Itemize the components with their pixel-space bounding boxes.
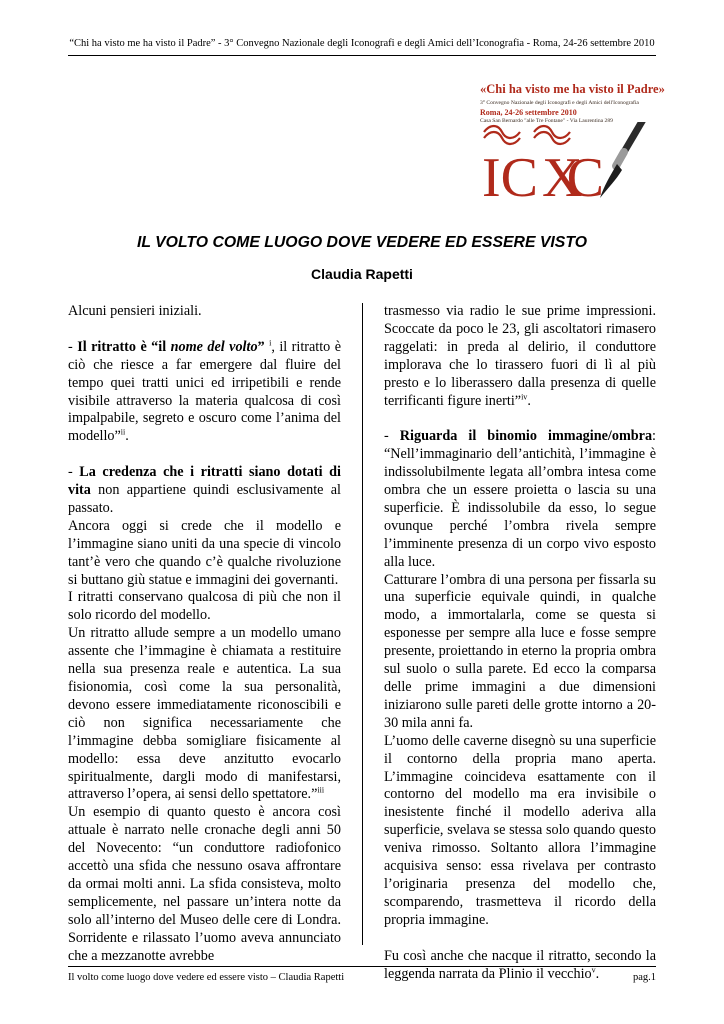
left-column — [68, 303, 341, 966]
paragraph: Ancora oggi si crede che il modello e l’immagine siano uniti da una specie di vincolo tant’è vero che quando c’è qualche rivoluzione si buttano giù statue e immagini dei governanti. — [68, 517, 341, 588]
author-name: Claudia Rapetti — [311, 266, 413, 282]
paragraph: Catturare l’ombra di una persona per fissarla su una superficie equivale quindi, in qualche modo, a immortalarla, come se questa si esponesse per sempre alla luce e fosse sempre presente, proiettando in eterno la propria ombra sul suolo o sulla parete. Ed ecco la comparsa delle prime immagini a due dimensioni iniziarono sulle pareti delle grotte intorno a 20-30 mila anni fa. — [384, 571, 656, 731]
logo-venue: Casa San Bernardo "alle Tre Fontane" - Via Laurentina 289 — [480, 118, 613, 124]
footnote-ref[interactable]: ii — [120, 427, 126, 437]
footnote-ref[interactable]: v — [591, 964, 596, 974]
paragraph — [68, 625, 341, 804]
bold-quote: ” — [257, 338, 265, 355]
dash: - — [68, 338, 78, 355]
intro-line: Alcuni pensieri iniziali. — [68, 303, 202, 319]
paragraph: trasmesso via radio le sue prime impressioni. Scoccate da poco le 23, gli ascoltatori rimasero raggelati: in preda al delirio, il conduttore implorava che lo tirassero fuori di lì al più presto e lo liberassero dalla presenza di quelle terrificanti figure inerti”$^{iv}$. — [384, 303, 656, 409]
document-title: IL VOLTO COME LUOGO DOVE VEDERE ED ESSERE VISTO — [136, 234, 587, 251]
italic-phrase: nome del volto — [170, 338, 258, 355]
paragraph-text: , il ritratto è ciò che riesce a far emergere dal fluire del tempo quei tratti unici ed irripetibili e rende visibile attraverso la materia qualcosa di così impalpabile, segreto e oscuro come l’anima del modello” — [68, 338, 342, 445]
paragraph: Un esempio di quanto questo è ancora così attuale è narrato nelle cronache degli anni 50 del Novecento: “un conduttore radiofonico accettò una sfida che nessuno osava affrontare da ormai molti anni. La sfida consisteva, molto semplicemente, nel passare un’intera notte da solo all’interno del Museo delle cere di Londra. Sorridente e rilassato l’uomo aveva annunciato che a mezzanotte avrebbe — [68, 804, 341, 964]
conference-logo — [478, 82, 668, 200]
running-header: “Chi ha visto me ha visto il Padre” - 3° Convegno Nazionale degli Iconografi e degli Amici dell’Iconografia - Roma, 24-26 settembre 2010 — [68, 38, 656, 56]
footnote-ref[interactable]: iv — [521, 391, 528, 401]
column-divider — [362, 303, 363, 945]
ornament-swirls — [484, 126, 570, 144]
page-number: pag.1 — [632, 972, 656, 983]
paragraph-text: Fu così anche che nacque il ritratto, secondo la leggenda narrata da Plinio il vecchio — [384, 947, 656, 982]
logo-subtitle: 3° Convegno Nazionale degli Iconografi e degli Amici dell'Iconografia — [480, 100, 639, 106]
paragraph: Fu così anche che nacque il ritratto, secondo la leggenda narrata da Plinio il vecchio$^v$. — [384, 947, 656, 982]
footnote-ref[interactable]: iii — [317, 785, 325, 795]
paragraph-text: : “Nell’immaginario dell’antichità, l’immagine è indissolubilmente legata all’ombra intesa come ombra che un essere proietta o lascia su una superficie. È indissolubile da esso, lo segue ovunque perché l’ombra rivela sempre l’imminente presenza di un corpo vivo esposto alla luce. — [384, 428, 656, 570]
paragraph: I ritratti conservano qualcosa di più che non il solo ricordo del modello. — [68, 589, 341, 624]
page-footer — [68, 966, 656, 983]
bold-heading: La credenza che i ritratti siano dotati di vita — [68, 464, 341, 499]
footer-title: Il volto come luogo dove vedere ed essere visto – Claudia Rapetti — [68, 972, 345, 983]
paragraph-text: trasmesso via radio le sue prime impressioni. Scoccate da poco le 23, gli ascoltatori rimasero raggelati: in preda al delirio, il conduttore implorava che lo tirassero fuori di lì al più presto e lo liberassero dalla presenza di quelle terrificanti figure inerti” — [384, 303, 656, 409]
paragraph: - La credenza che i ritratti siano dotati di vita non appartiene quindi esclusivamente al passato. — [68, 464, 341, 516]
paragraph: - Il ritratto è “il nome del volto” $^i$, il ritratto è ciò che riesce a far emergere dal fluire del tempo quei tratti unici ed irripetibili e rende visibile attraverso la materia qualcosa di così impalpabile, segreto e oscuro come l’anima del modello”$^{ii}$. — [68, 338, 342, 445]
icxc-monogram — [478, 122, 668, 200]
monogram-ic: IC — [482, 147, 538, 200]
footnote-ref[interactable]: i — [269, 338, 272, 348]
bold-heading: Il ritratto è “il — [77, 338, 171, 355]
logo-date: Roma, 24-26 settembre 2010 — [480, 108, 577, 117]
paragraph: L’uomo delle caverne disegnò su una superficie il contorno della propria mano aperta. L’immagine coincideva esattamente con il contorno del modello ma era invisibile o inesistente finché il modello aderiva alla superficie, svelava se stessa solo quando questo veniva rimosso. Soltanto allora l’immagine acquisiva senso: essa rivelava per contrasto l’originaria presenza del modello che, scomparendo, trasmetteva il ricordo della propria immagine. — [384, 732, 656, 928]
bold-heading: Riguarda il binomio immagine/ombra — [399, 428, 653, 445]
brush-icon — [600, 122, 664, 198]
right-column — [384, 303, 656, 983]
paragraph-text: non appartiene quindi esclusivamente al passato. — [68, 482, 341, 516]
paragraph: - Riguarda il binomio immagine/ombra: “Nell’immaginario dell’antichità, l’immagine è indissolubilmente legata all’ombra intesa come ombra che un essere proietta o lascia su una superficie. È indissolubile da esso, lo segue ovunque perché l’ombra rivela sempre l’imminente presenza di un corpo vivo esposto alla luce. — [384, 428, 656, 570]
paragraph-text: Un ritratto allude sempre a un modello umano assente che l’immagine è chiamata a restituire nella sua presenza reale e autentica. La sua fisionomia, così come la sua personalità, devono essere immediatamente riconoscibili e ciò non significa necessariamente che l’immagine debba somigliare fisicamente al modello: essa deve anzitutto evocarlo spiritualmente, dargli modo di manifestarsi, attraverso l’opera, ai sensi dello spettatore.” — [68, 625, 341, 803]
logo-title: «Chi ha visto me ha visto il Padre» — [480, 82, 665, 96]
monogram-xc: XC — [542, 147, 604, 200]
